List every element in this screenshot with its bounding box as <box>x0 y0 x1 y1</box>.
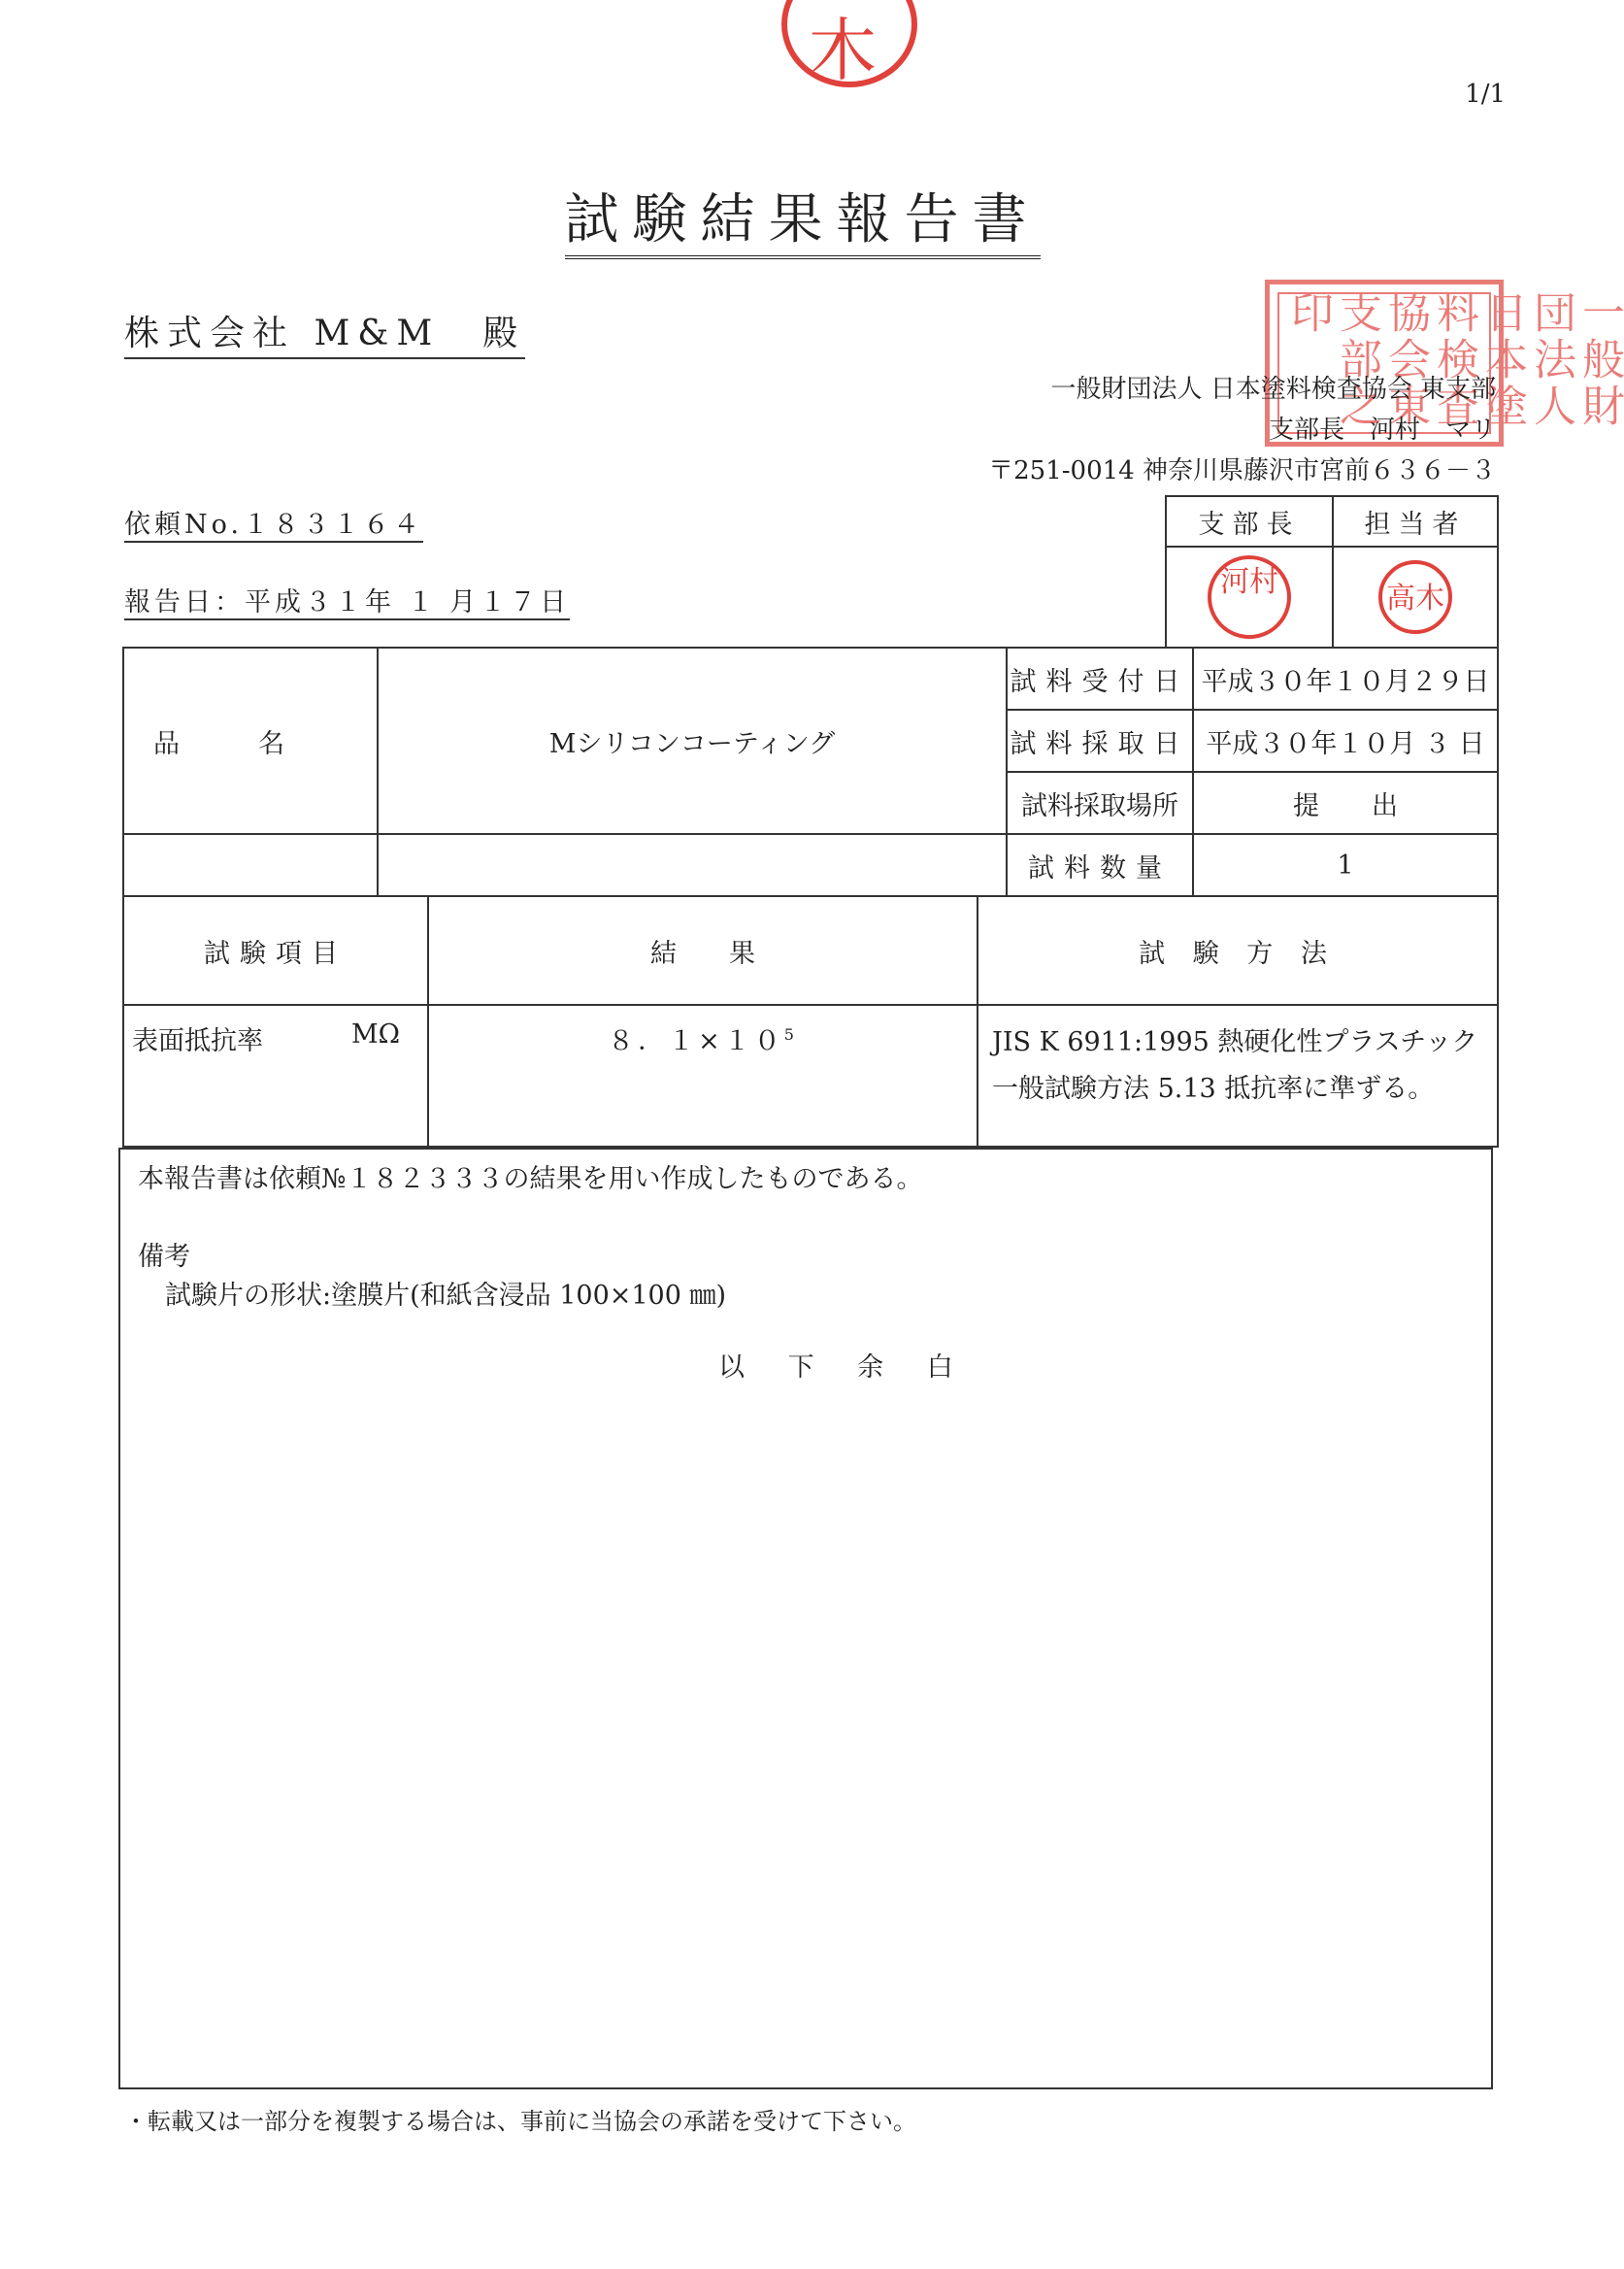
issuer-org: 一般財団法人 日本塗料検査協会 東支部 <box>1050 375 1496 404</box>
item-cell <box>123 1005 428 1147</box>
receipt-label: 試料受付日 <box>1007 648 1193 710</box>
page-number: 1/1 <box>1465 80 1506 109</box>
item-unit: MΩ <box>350 1019 400 1050</box>
qty-value: 1 <box>1193 834 1498 896</box>
note-line: 本報告書は依頼№１８２３３３の結果を用い作成したものである。 <box>138 1164 923 1194</box>
result-exponent: 5 <box>783 1025 798 1044</box>
approval-head-col2: 担当者 <box>1333 496 1498 547</box>
remarks-text: 試験片の形状:塗膜片(和紙含浸品 100×100 ㎜) <box>165 1281 727 1311</box>
empty-cell-1 <box>123 834 378 896</box>
hanko-stamp-2: 高木 <box>1378 560 1452 634</box>
method-cell <box>978 1005 1498 1147</box>
hanko-stamp-1: 河村 <box>1208 555 1291 639</box>
product-name: Mシリコンコーティング <box>378 648 1007 834</box>
qty-label: 試料数量 <box>1007 834 1193 896</box>
receipt-value: 平成３０年１０月２９日 <box>1193 648 1498 710</box>
place-value: 提 出 <box>1193 772 1498 834</box>
sampling-value: 平成３０年１０月 ３ 日 <box>1193 710 1498 772</box>
approval-stamp-cell-2 <box>1333 547 1498 648</box>
issuer-address: 〒251-0014 神奈川県藤沢市宮前６３６－３ <box>988 456 1496 485</box>
header-method: 試 験 方 法 <box>978 896 1498 1005</box>
result-cell <box>428 1005 978 1147</box>
approval-head-col1: 支部長 <box>1166 496 1333 547</box>
place-label: 試料採取場所 <box>1007 772 1193 834</box>
product-label: 品 名 <box>123 648 378 834</box>
association-seal-text: 一般財団法人日本塗料検査協会東支部之印 <box>1283 290 1624 430</box>
remarks-label: 備考 <box>138 1242 190 1272</box>
header-result: 結 果 <box>428 896 978 1005</box>
approval-table <box>1165 495 1499 649</box>
header-test-item: 試験項目 <box>123 896 428 1005</box>
top-seal-mark: 木 <box>809 11 877 90</box>
item-name: 表面抵抗率 <box>132 1026 263 1056</box>
end-marker: 以 下 余 白 <box>718 1352 971 1383</box>
top-seal <box>781 0 917 90</box>
recipient: 株式会社 M&M 殿 <box>124 306 525 359</box>
sampling-label: 試料採取日 <box>1007 710 1193 772</box>
results-table <box>122 895 1499 1148</box>
footer-note: ・転載又は一部分を複製する場合は、事前に当協会の承諾を受けて下さい。 <box>124 2108 916 2135</box>
remarks-box <box>118 1148 1493 2089</box>
sample-info-table <box>122 647 1499 897</box>
approval-stamp-cell-1 <box>1166 547 1333 648</box>
page-title <box>0 177 1605 254</box>
report-date: 報告日：平成３１年 １ 月１７日 <box>124 581 570 620</box>
empty-cell-2 <box>378 834 1007 896</box>
result-base: ８．１×１０ <box>608 1026 784 1056</box>
method-line-1: JIS K 6911:1995 熱硬化性プラスチック <box>992 1027 1478 1057</box>
request-number: 依頼No.１８３１６４ <box>124 503 423 543</box>
issuer-head: 支部長 河村 マリ <box>1268 416 1496 445</box>
method-line-2: 一般試験方法 5.13 抵抗率に準ずる。 <box>992 1074 1435 1104</box>
title-text: 試験結果報告書 <box>565 188 1041 259</box>
